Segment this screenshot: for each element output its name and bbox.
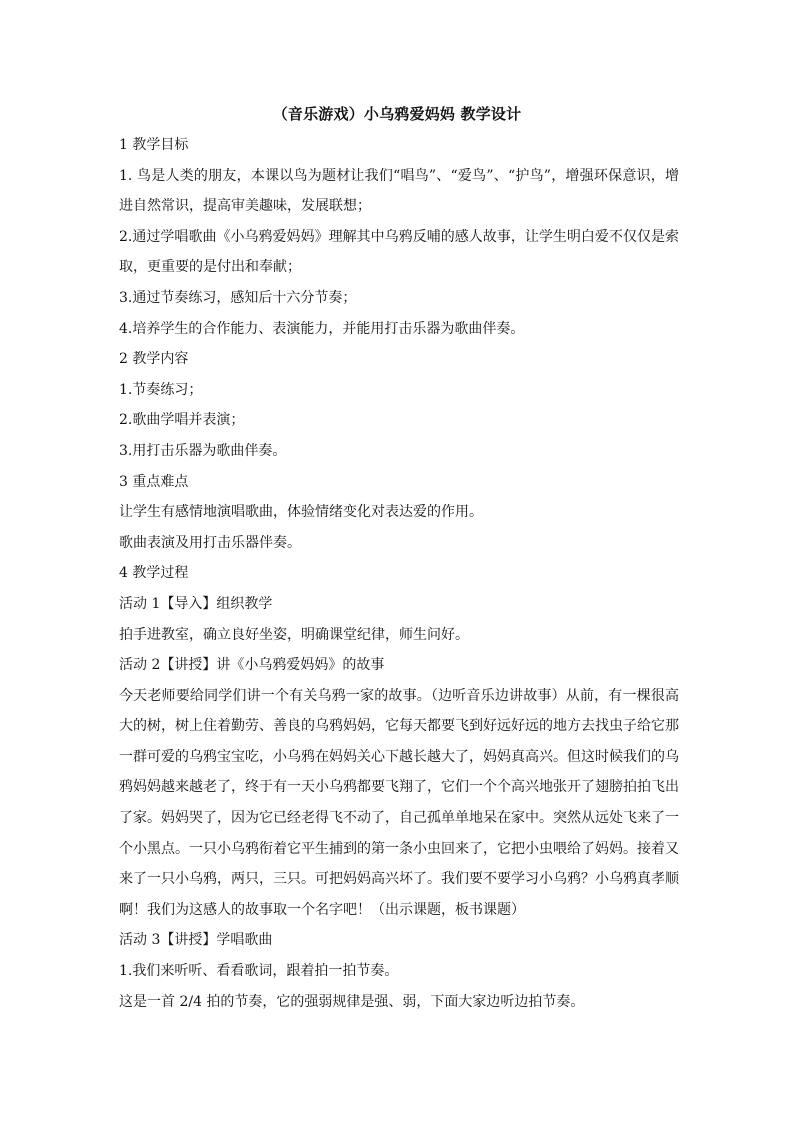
activity-3-step-1: 1.我们来听听、看看歌词，跟着拍一拍节奏。	[119, 963, 399, 980]
content-item-2: 2.歌曲学唱并表演；	[119, 412, 245, 429]
activity-1-text: 拍手进教室，确立良好坐姿，明确课堂纪律，师生问好。	[119, 626, 469, 643]
section-heading-key-points: 3 重点难点	[119, 473, 189, 490]
document-body	[119, 130, 679, 1017]
activity-1-heading: 活动 1【导入】组织教学	[119, 595, 273, 612]
section-heading-objectives: 1 教学目标	[119, 137, 189, 153]
key-point-2: 歌曲表演及用打击乐器伴奏。	[119, 534, 301, 551]
content-item-1: 1.节奏练习；	[119, 381, 203, 398]
objective-2: 2.通过学唱歌曲《小乌鸦爱妈妈》理解其中乌鸦反哺的感人故事，让学生明白爱不仅仅是索取，更重要的是付出和奉献；	[119, 228, 679, 276]
activity-2-story: 今天老师要给同学们讲一个有关乌鸦一家的故事。（边听音乐边讲故事）从前，有一棵很高大的树，树上住着勤劳、善良的乌鸦妈妈，它每天都要飞到好远好远的地方去找虫子给它那一群可爱的乌鸦宝宝吃，小乌鸦在妈妈关心下越长越大了，妈妈真高兴。但这时候我们的乌鸦妈妈越来越老了，终于有一天小乌鸦都要飞翔了，它们一个个高兴地张开了翅膀拍拍飞出了家。妈妈哭了，因为它已经老得飞不动了，自己孤单单地呆在家中。突然从远处飞来了一个小黑点。一只小乌鸦衔着它平生捕到的第一条小虫回来了，它把小虫喂给了妈妈。接着又来了一只小乌鸦，两只，三只。可把妈妈高兴坏了。我们要不要学习小乌鸦？小乌鸦真孝顺啊！我们为这感人的故事取一个名字吧！（出示课题，板书课题）	[119, 687, 679, 918]
section-heading-content: 2 教学内容	[119, 351, 189, 368]
objective-1: 1. 鸟是人类的朋友，本课以鸟为题材让我们“唱鸟”、“爱鸟”、“护鸟”，增强环保意识，增进自然常识，提高审美趣味，发展联想；	[119, 167, 679, 215]
key-point-1: 让学生有感情地演唱歌曲，体验情绪变化对表达爱的作用。	[119, 504, 483, 521]
activity-3-text: 这是一首 2/4 拍的节奏，它的强弱规律是强、弱，下面大家边听边拍节奏。	[119, 993, 585, 1010]
section-heading-process: 4 教学过程	[119, 565, 189, 582]
activity-3-heading: 活动 3【讲授】学唱歌曲	[119, 932, 273, 949]
objective-3: 3.通过节奏练习，感知后十六分节奏；	[119, 289, 357, 306]
objective-4: 4.培养学生的合作能力、表演能力，并能用打击乐器为歌曲伴奏。	[119, 320, 525, 337]
document-title: （音乐游戏）小乌鸦爱妈妈 教学设计	[272, 105, 522, 123]
activity-2-heading: 活动 2【讲授】讲《小乌鸦爱妈妈》的故事	[119, 657, 385, 674]
content-item-3: 3.用打击乐器为歌曲伴奏。	[119, 442, 287, 459]
